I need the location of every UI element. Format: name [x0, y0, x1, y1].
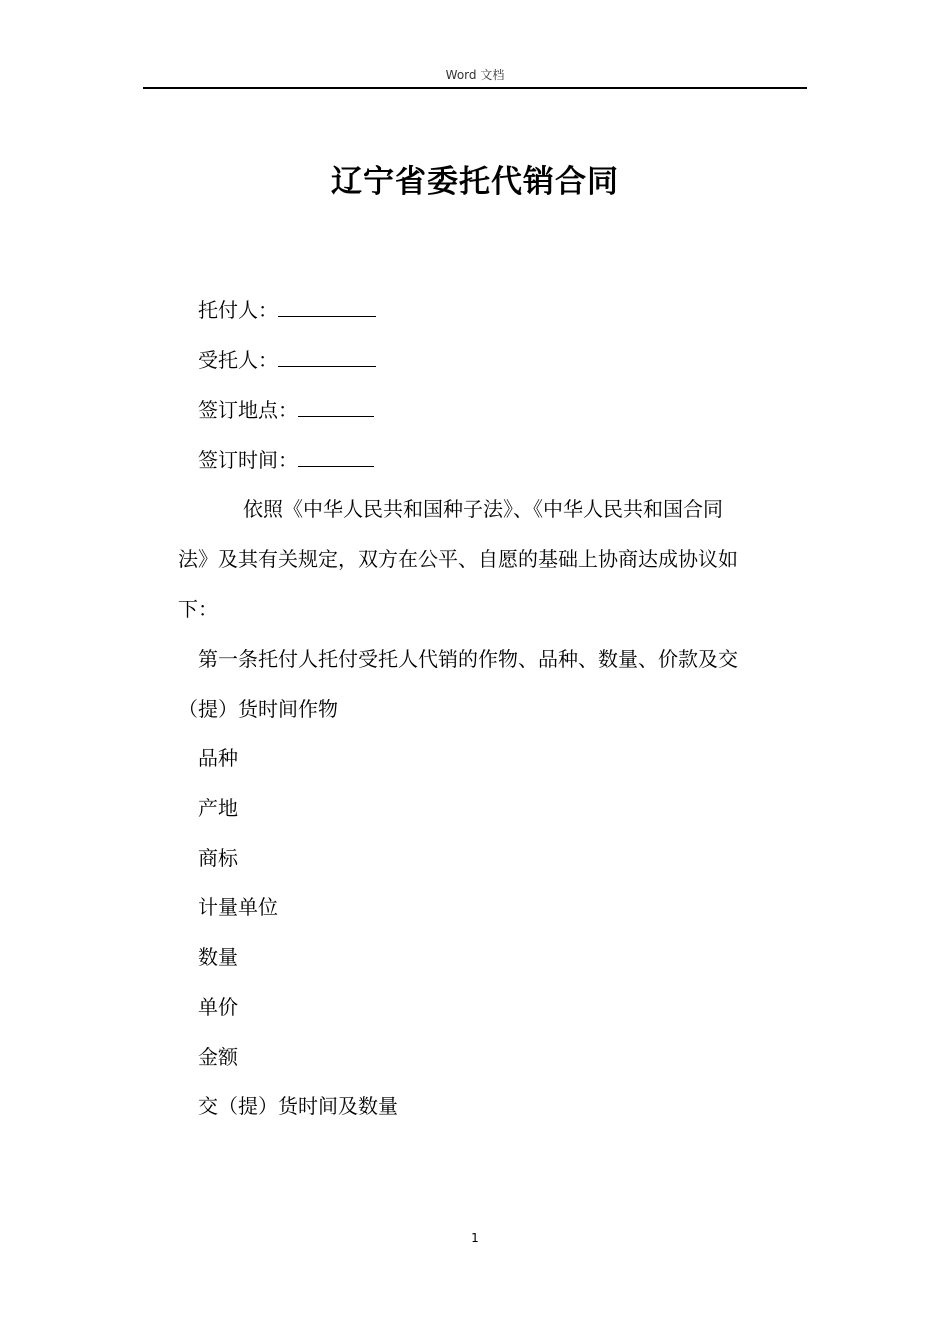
- signing-place-label: 签订地点：: [198, 398, 298, 422]
- intro-paragraph-line-3: 下：: [178, 597, 218, 621]
- consignee-field: [198, 347, 376, 373]
- signing-time-label: 签订时间：: [198, 448, 298, 472]
- consignor-field: [198, 297, 376, 323]
- list-item: 交（提）货时间及数量: [198, 1094, 398, 1118]
- list-item: 单价: [198, 995, 238, 1019]
- list-item: 品种: [198, 746, 238, 770]
- consignee-blank: [278, 347, 376, 367]
- header-text: Word 文档: [445, 68, 505, 82]
- document-title: 辽宁省委托代销合同: [331, 164, 619, 200]
- list-item: 数量: [198, 945, 238, 969]
- consignor-blank: [278, 297, 376, 317]
- header-divider: [143, 87, 807, 89]
- consignor-label: 托付人：: [198, 298, 278, 322]
- signing-place-field: [198, 397, 374, 423]
- page-number: 1: [471, 1231, 479, 1245]
- article-1-line-2: （提）货时间作物: [178, 697, 338, 721]
- signing-time-blank: [298, 447, 374, 467]
- list-item: 商标: [198, 846, 238, 870]
- article-1-line-1: 第一条托付人托付受托人代销的作物、品种、数量、价款及交: [198, 647, 738, 671]
- intro-paragraph-line-2: 法》及其有关规定，双方在公平、自愿的基础上协商达成协议如: [178, 547, 738, 571]
- consignee-label: 受托人：: [198, 348, 278, 372]
- signing-time-field: [198, 447, 374, 473]
- signing-place-blank: [298, 397, 374, 417]
- list-item: 计量单位: [198, 895, 278, 919]
- intro-paragraph-line-1: 依照《中华人民共和国种子法》、《中华人民共和国合同: [243, 497, 723, 521]
- list-item: 产地: [198, 796, 238, 820]
- list-item: 金额: [198, 1045, 238, 1069]
